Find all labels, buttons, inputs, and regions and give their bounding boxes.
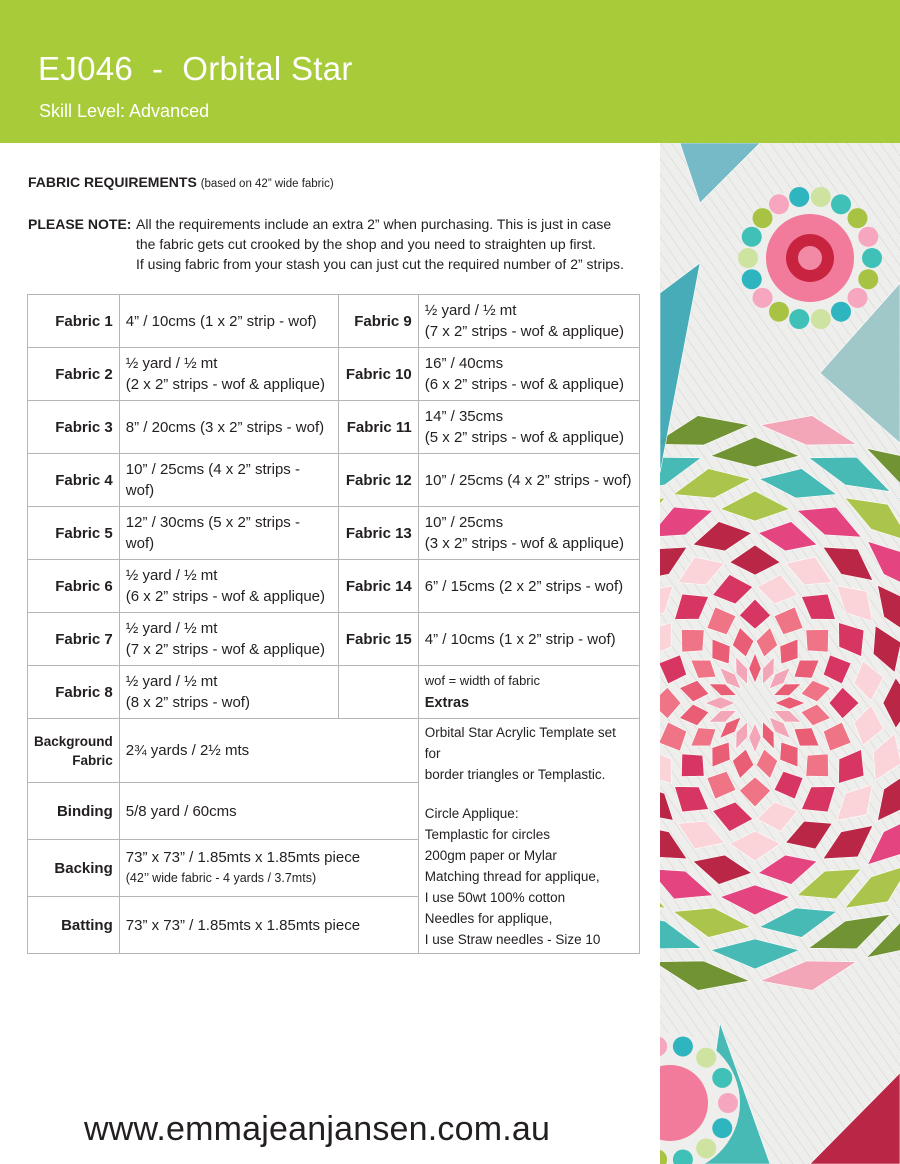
background-value: 2¾ yards / 2½ mts	[119, 719, 418, 783]
website-url: www.emmajeanjansen.com.au	[84, 1110, 551, 1148]
extras-line: I use Straw needles - Size 10	[424, 932, 601, 947]
skill-level: Skill Level: Advanced	[39, 101, 210, 121]
fabric-label: Fabric 10	[338, 348, 418, 401]
fabric-label: Fabric 3	[28, 401, 120, 454]
fabric-amount: 10” / 25cms (4 x 2” strips - wof)	[418, 454, 639, 507]
table-row	[28, 560, 640, 613]
extras-line: Matching thread for applique,	[424, 869, 600, 884]
binding-label: Binding	[28, 783, 120, 840]
fabric-width-note: (based on 42” wide fabric)	[200, 178, 334, 190]
fabric-amount: 10” / 25cms (4 x 2” strips - wof)	[119, 454, 338, 507]
extras-line: border triangles or Templastic.	[424, 767, 606, 782]
fabric-amount: ½ yard / ½ mt (7 x 2” strips - wof & applique)	[418, 295, 639, 348]
fabric-amount: 10” / 25cms (3 x 2” strips - wof & applique)	[418, 507, 639, 560]
extras-list	[418, 719, 639, 954]
extras-line: Needles for applique,	[424, 911, 553, 926]
batting-label: Batting	[28, 897, 120, 954]
extras-line: Circle Applique:	[424, 806, 519, 821]
backing-note: (42’’ wide fabric - 4 yards / 3.7mts)	[125, 871, 317, 885]
fabric-amount: ½ yard / ½ mt (7 x 2” strips - wof & applique)	[119, 613, 338, 666]
extras-line: Orbital Star Acrylic Template set for	[424, 725, 616, 761]
fabric-amount: 6” / 15cms (2 x 2” strips - wof)	[418, 560, 639, 613]
fabric-label: Fabric 8	[28, 666, 120, 719]
table-row	[28, 719, 640, 783]
fabric-label: Fabric 7	[28, 613, 120, 666]
fabric-label: Fabric 6	[28, 560, 120, 613]
fabric-label: Fabric 2	[28, 348, 120, 401]
fabric-label: Fabric 14	[338, 560, 418, 613]
fabric-label: Fabric 12	[338, 454, 418, 507]
fabric-label: Fabric 15	[338, 613, 418, 666]
fabric-label: Fabric 1	[28, 295, 120, 348]
backing-label: Backing	[28, 840, 120, 897]
wof-note: wof = width of fabric	[424, 673, 541, 688]
table-row	[28, 295, 640, 348]
please-note-label: PLEASE NOTE:	[28, 216, 132, 232]
fabric-amount: 8” / 20cms (3 x 2” strips - wof)	[119, 401, 338, 454]
empty-cell	[338, 666, 418, 719]
pattern-title: EJ046 - Orbital Star	[38, 50, 353, 87]
fabric-requirements-table	[27, 294, 640, 954]
fabric-amount: 16” / 40cms (6 x 2” strips - wof & applique)	[418, 348, 639, 401]
fabric-amount: 14” / 35cms (5 x 2” strips - wof & applique)	[418, 401, 639, 454]
fabric-label: Fabric 13	[338, 507, 418, 560]
please-note-line: the fabric gets cut crooked by the shop and you need to straighten up first.	[136, 236, 596, 252]
extras-line: I use 50wt 100% cotton	[424, 890, 566, 905]
extras-line: Templastic for circles	[424, 827, 551, 842]
please-note-line: All the requirements include an extra 2” when purchasing. This is just in case	[136, 216, 612, 232]
wof-extras-cell	[418, 666, 639, 719]
table-row	[28, 507, 640, 560]
fabric-label: Fabric 4	[28, 454, 120, 507]
fabric-requirements-title: FABRIC REQUIREMENTS	[28, 174, 197, 190]
extras-heading: Extras	[424, 695, 470, 711]
background-label: Background Fabric	[28, 719, 120, 783]
table-row	[28, 454, 640, 507]
fabric-amount: ½ yard / ½ mt (8 x 2” strips - wof)	[119, 666, 338, 719]
fabric-label: Fabric 9	[338, 295, 418, 348]
please-note-line: If using fabric from your stash you can just cut the required number of 2” strips.	[136, 256, 624, 272]
table-row	[28, 666, 640, 719]
table-row	[28, 613, 640, 666]
quilt-photo	[660, 143, 900, 1164]
backing-value: 73” x 73” / 1.85mts x 1.85mts piece (42’’ wide fabric - 4 yards / 3.7mts)	[119, 840, 418, 897]
fabric-amount: ½ yard / ½ mt (2 x 2” strips - wof & applique)	[119, 348, 338, 401]
fabric-label: Fabric 5	[28, 507, 120, 560]
table-row	[28, 401, 640, 454]
header-banner	[0, 0, 900, 143]
fabric-label: Fabric 11	[338, 401, 418, 454]
table-row	[28, 348, 640, 401]
fabric-amount: 4” / 10cms (1 x 2” strip - wof)	[119, 295, 338, 348]
extras-line: 200gm paper or Mylar	[424, 848, 557, 863]
batting-value: 73” x 73” / 1.85mts x 1.85mts piece	[119, 897, 418, 954]
fabric-amount: 4” / 10cms (1 x 2” strip - wof)	[418, 613, 639, 666]
binding-value: 5/8 yard / 60cms	[119, 783, 418, 840]
fabric-requirements-heading	[28, 174, 334, 190]
fabric-amount: ½ yard / ½ mt (6 x 2” strips - wof & applique)	[119, 560, 338, 613]
fabric-amount: 12” / 30cms (5 x 2” strips - wof)	[119, 507, 338, 560]
